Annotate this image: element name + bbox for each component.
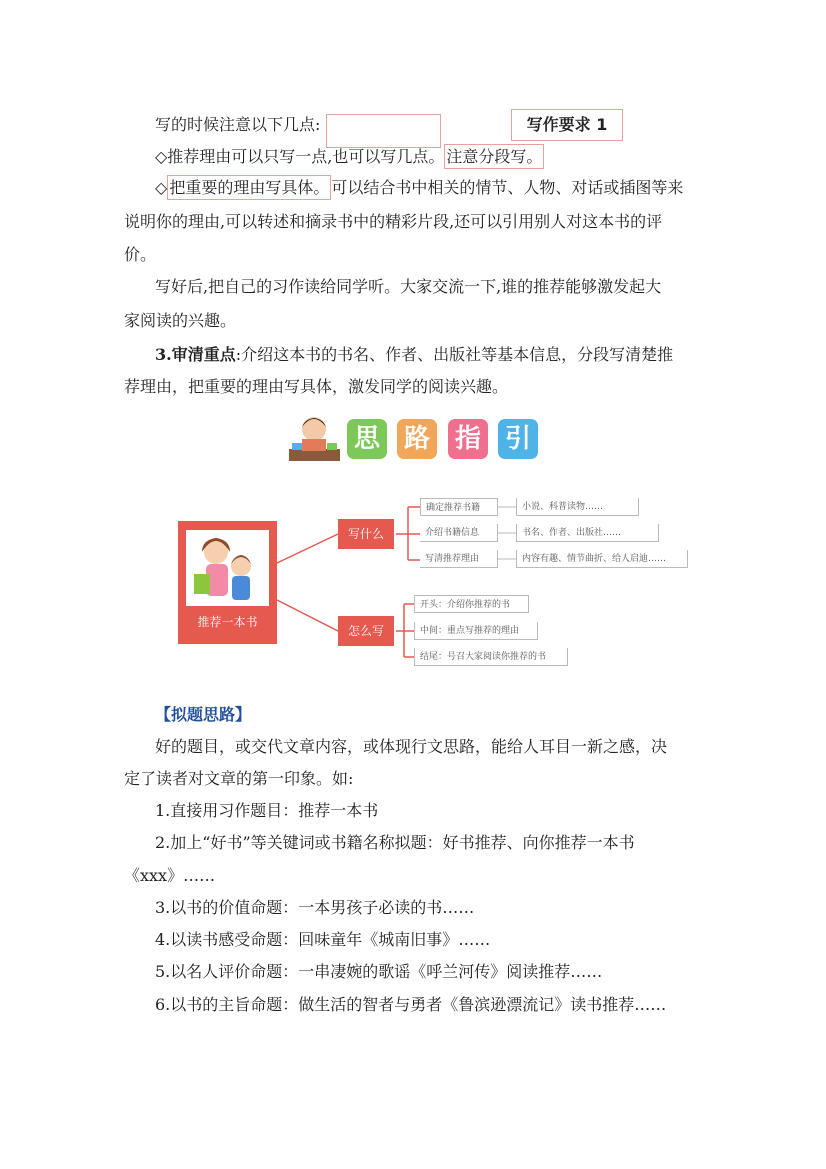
mindmap-how-node: 怎么写 — [338, 616, 394, 646]
para2-line-2: 家阅读的兴趣。 — [124, 311, 237, 330]
para2-line-1: 写好后,把自己的习作读给同学听。大家交流一下,谁的推荐能够激发起大 — [155, 277, 662, 296]
mindmap-how-item-3: 结尾：号召大家阅读你推荐的书 — [414, 648, 568, 666]
banner-char-4: 引 — [498, 419, 538, 459]
focus-label: 3.审清重点 — [155, 345, 236, 364]
banner-char-1: 思 — [347, 419, 387, 459]
mindmap-what-item-2-detail: 书名、作者、出版社…… — [516, 524, 659, 542]
point1-text: ◇推荐理由可以只写一点,也可以写几点。 — [155, 147, 445, 166]
section-title: 【拟题思路】 — [155, 705, 252, 724]
point2-line-3: 价。 — [124, 245, 157, 264]
list-item: 2.加上“好书”等关键词或书籍名称拟题：好书推荐、向你推荐一本书 — [155, 833, 635, 852]
list-item: 6.以书的主旨命题：做生活的智者与勇者《鲁滨逊漂流记》读书推荐…… — [155, 995, 667, 1014]
mindmap-how-item-2: 中间：重点写推荐的理由 — [414, 622, 538, 640]
list-item: 1.直接用习作题目：推荐一本书 — [155, 801, 379, 820]
banner-char-2: 路 — [397, 419, 437, 459]
section-line-2: 定了读者对文章的第一印象。如: — [124, 769, 354, 788]
point1-boxed-text: 注意分段写。 — [444, 144, 544, 169]
mindmap-what-item-1-detail: 小说、科普读物…… — [516, 498, 639, 516]
intro-line: 写的时候注意以下几点: — [155, 115, 321, 134]
list-item: 5.以名人评价命题：一串凄婉的歌谣《呼兰河传》阅读推荐…… — [155, 962, 603, 981]
mindmap-center-label: 推荐一本书 — [197, 615, 258, 629]
list-item: 《xxx》…… — [124, 866, 216, 885]
list-item: 3.以书的价值命题：一本男孩子必读的书…… — [155, 898, 475, 917]
point2-bullet: ◇ — [155, 178, 168, 197]
mindmap-what-node: 写什么 — [338, 519, 394, 549]
focus-line-2: 荐理由，把重要的理由写具体，激发同学的阅读兴趣。 — [124, 377, 509, 396]
focus-text: :介绍这本书的书名、作者、出版社等基本信息，分段写清楚推 — [235, 345, 674, 364]
mindmap-what-item-1: 确定推荐书籍 — [420, 498, 498, 516]
list-item: 4.以读书感受命题：回味童年《城南旧事》…… — [155, 930, 491, 949]
point2-boxed-text: 把重要的理由写具体。 — [167, 175, 331, 200]
mindmap-what-item-3-detail: 内容有趣、情节曲折、给人启迪…… — [516, 550, 688, 568]
mindmap-how-item-1: 开头：介绍你推荐的书 — [414, 595, 529, 613]
section-line-1: 好的题目，或交代文章内容，或体现行文思路，能给人耳目一新之感，决 — [155, 737, 668, 756]
writing-requirement-tag: 写作要求 1 — [511, 109, 623, 141]
mindmap-what-item-2: 介绍书籍信息 — [420, 524, 498, 542]
banner-char-3: 指 — [448, 419, 488, 459]
point2-text: 可以结合书中相关的情节、人物、对话或插图等来 — [331, 178, 684, 197]
mindmap-what-item-3: 写清推荐理由 — [420, 550, 498, 568]
point2-line-2: 说明你的理由,可以转述和摘录书中的精彩片段,还可以引用别人对这本书的评 — [124, 212, 663, 231]
